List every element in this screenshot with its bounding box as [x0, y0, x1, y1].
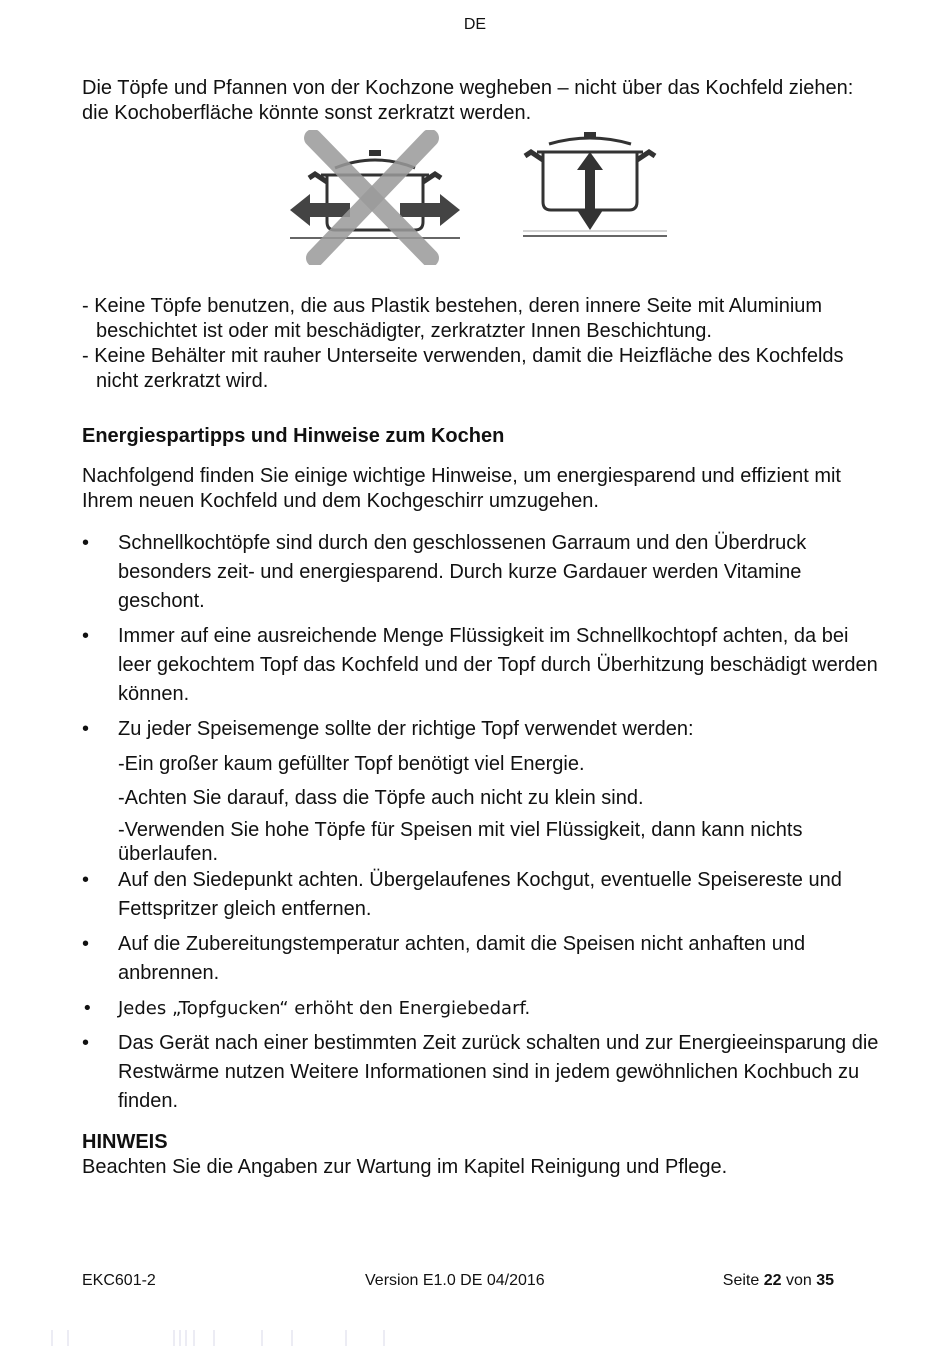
bullet-icon: •: [82, 625, 90, 647]
bullet-icon: •: [82, 1032, 90, 1054]
list-item: [82, 866, 882, 924]
bullet-icon: •: [82, 998, 93, 1019]
bullet-icon: •: [82, 532, 90, 554]
list-item: [82, 529, 882, 616]
list-item-text: Immer auf eine ausreichende Menge Flüssigkeit im Schnellkochtopf achten, da bei leer gekochtem Topf das Kochfeld und der Topf durch Überhitzung beschädigt werden können.: [118, 625, 878, 705]
list-item-text: Auf die Zubereitungstemperatur achten, damit die Speisen nicht anhaften und anbrennen.: [118, 933, 806, 984]
footer-version: Version E1.0 DE 04/2016: [365, 1272, 545, 1289]
header-language: DE: [463, 16, 487, 33]
list-item-text: Das Gerät nach einer bestimmten Zeit zurück schalten und zur Energieeinsparung die Restwärme nutzen Weitere Informationen sind in jedem gewöhnlichen Kochbuch zu finden.: [118, 1032, 879, 1112]
note-text: Beachten Sie die Angaben zur Wartung im Kapitel Reinigung und Pflege.: [82, 1156, 728, 1178]
pot-handling-figure: [285, 130, 675, 265]
list-item-text: Auf den Siedepunkt achten. Übergelaufenes Kochgut, eventuelle Speisereste und Fettspritzer gleich entfernen.: [118, 869, 842, 920]
sub-item: -Verwenden Sie hohe Töpfe für Speisen mit viel Flüssigkeit, dann kann nichts überlaufen.: [118, 819, 803, 865]
note-block: [82, 1130, 882, 1180]
note-title: HINWEIS: [82, 1131, 168, 1153]
list-item: [82, 994, 882, 1023]
section-intro: Nachfolgend finden Sie einige wichtige Hinweise, um energiesparend und effizient mit Ihrem neuen Kochfeld und dem Kochgeschirr umzugehen.: [82, 465, 841, 512]
warning-item: - Keine Behälter mit rauher Unterseite verwenden, damit die Heizfläche des Kochfelds nicht zerkratzt wird.: [82, 345, 844, 392]
footer-page: [723, 1272, 834, 1290]
warning-item: - Keine Töpfe benutzen, die aus Plastik bestehen, deren innere Seite mit Aluminium beschichtet ist oder mit beschädigter, zerkratzter Innen Beschichtung.: [82, 295, 823, 342]
bullet-icon: •: [82, 869, 90, 891]
scan-marks: [48, 1328, 428, 1348]
tips-list: [82, 529, 882, 1122]
page-total: 35: [816, 1272, 834, 1289]
page-number: 22: [763, 1272, 782, 1289]
list-item: [82, 622, 882, 709]
list-item: [82, 715, 882, 744]
list-item: [82, 930, 882, 988]
intro-text: Die Töpfe und Pfannen von der Kochzone wegheben – nicht über das Kochfeld ziehen: die Kochoberfläche könnte sonst zerkratzt werden.: [82, 77, 854, 124]
bullet-icon: •: [82, 718, 90, 740]
pot-lift-icon: [523, 132, 667, 236]
list-item-text: Schnellkochtöpfe sind durch den geschlossenen Garraum und den Überdruck besonders zeit- und energiesparend. Durch kurze Gardauer werden Vitamine geschont.: [118, 532, 807, 612]
sub-item: -Achten Sie darauf, dass die Töpfe auch nicht zu klein sind.: [118, 787, 644, 809]
page-prefix: Seite: [722, 1272, 760, 1289]
section-title: Energiespartipps und Hinweise zum Kochen: [82, 425, 505, 447]
sub-item: -Ein großer kaum gefüllter Topf benötigt viel Energie.: [118, 753, 585, 775]
bullet-icon: •: [82, 933, 90, 955]
pot-slide-crossed-icon: [290, 138, 460, 258]
warning-list: [82, 294, 882, 394]
list-item-text: Jedes „Topfgucken“ erhöht den Energiebedarf.: [118, 998, 531, 1019]
page-mid: von: [785, 1272, 812, 1289]
list-item-text: Zu jeder Speisemenge sollte der richtige Topf verwendet werden:: [118, 718, 694, 740]
footer-model: EKC601-2: [82, 1272, 156, 1289]
list-item: [82, 1029, 882, 1116]
